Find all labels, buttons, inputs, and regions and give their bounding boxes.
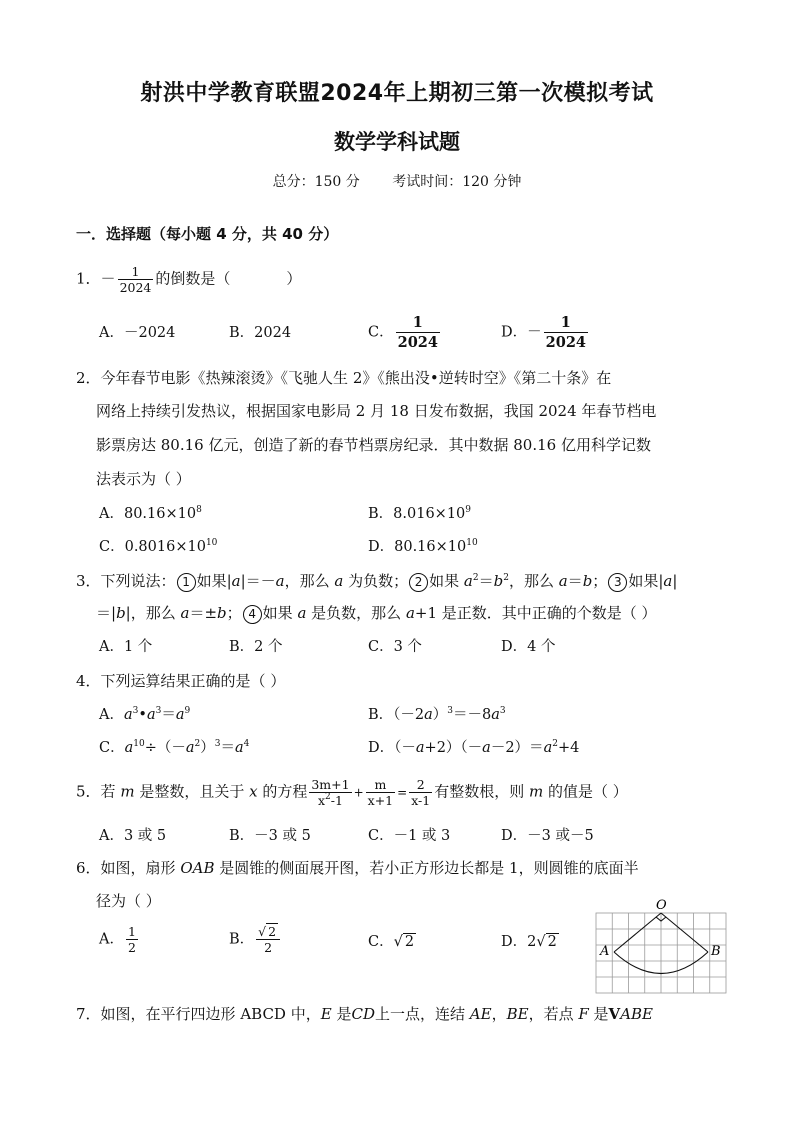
text: ＝± [189, 604, 218, 622]
variable: a [124, 740, 134, 756]
option-a: A．3 或 5 [99, 828, 167, 844]
text: 的值是（ ） [543, 782, 628, 801]
variable: b [116, 604, 126, 622]
variable: a [334, 572, 344, 590]
text: ） [200, 740, 215, 756]
question-3-line-1 [76, 571, 677, 592]
option-b: B．2 个 [229, 639, 283, 655]
option-label: C． [368, 934, 394, 950]
variable: OAB [180, 859, 215, 877]
variable: F [578, 1005, 589, 1023]
option-b [229, 924, 282, 955]
option-c: C．3 个 [368, 639, 422, 655]
text: ＝－8 [453, 707, 492, 723]
text: 的方程 [257, 782, 308, 801]
text: 上一点，连结 [374, 1005, 470, 1023]
text: ） [432, 707, 448, 723]
option-d: D．－3 或－5 [501, 828, 594, 844]
total-score: 总分：150 分 [272, 174, 360, 190]
option-label: A． [99, 707, 124, 723]
exponent: 3 [499, 706, 506, 716]
variable: b [493, 572, 504, 590]
question-text: 的倒数是（ [155, 269, 231, 288]
question-2-line-2: 网络上持续引发热议，根据国家电影局 2 月 18 日发布数据，我国 2024 年春节档电 [96, 402, 657, 420]
text: ＝ [161, 707, 176, 723]
variable: a [231, 572, 241, 590]
option-c [99, 738, 249, 758]
variable: a [482, 740, 491, 756]
circled-three-icon: 3 [608, 573, 627, 592]
fraction-denominator: x+1 [367, 793, 394, 808]
fraction-denominator: 2 [256, 939, 280, 955]
option-d [501, 932, 559, 952]
fraction-numerator: 1 [131, 264, 140, 279]
option-c [368, 313, 442, 352]
text: ； [592, 572, 608, 590]
text: ，那么 [284, 572, 335, 590]
option-c [99, 537, 217, 557]
option-a [99, 705, 190, 725]
variable: a [185, 740, 195, 756]
option-a [99, 504, 202, 524]
option-a: A．－2024 [99, 325, 176, 341]
option-b [368, 705, 506, 725]
variable: a [297, 604, 307, 622]
text: 为负数； [343, 572, 409, 590]
variable: a [663, 572, 673, 590]
text: x [317, 793, 326, 808]
question-6-line-1 [76, 858, 639, 878]
text: －2）＝ [490, 740, 544, 756]
triangle-icon: V [608, 1005, 621, 1023]
variable: b [217, 604, 227, 622]
option-b: B．－3 或 5 [229, 828, 311, 844]
question-text: ） [286, 269, 302, 288]
variable: a [463, 572, 473, 590]
variable: a [123, 707, 133, 723]
text: ，那么 [508, 572, 559, 590]
exponent: 9 [465, 505, 472, 515]
fraction [409, 777, 432, 808]
question-1 [76, 264, 301, 295]
text: 下列说法： [100, 572, 176, 590]
variable: BE [506, 1005, 529, 1023]
text: 是整数，且关于 [134, 782, 250, 801]
text: ， [491, 1005, 507, 1023]
option-label: B． [229, 931, 255, 948]
fraction-numerator: m [374, 777, 387, 792]
exam-time: 考试时间：120 分钟 [392, 174, 522, 190]
exponent: 2 [194, 739, 201, 749]
variable: a [180, 604, 190, 622]
sqrt-icon: √ [536, 934, 546, 950]
text: 是 [331, 1005, 352, 1023]
option-c: C．－1 或 3 [368, 828, 451, 844]
fraction-denominator: 2024 [397, 334, 438, 351]
text: +1 是正数．其中正确的个数是（ ） [414, 604, 657, 622]
variable: a [543, 740, 553, 756]
option-label: D．－ [501, 324, 542, 341]
exponent: 3 [155, 706, 162, 716]
text: |，那么 [125, 604, 181, 622]
section-heading: 一．选择题（每小题 4 分，共 40 分） [76, 225, 339, 243]
label-b: B [711, 944, 721, 959]
text: 如果 [262, 604, 298, 622]
variable: x [249, 782, 258, 801]
question-2-line-3: 影票房达 80.16 亿元，创造了新的春节档票房纪录．其中数据 80.16 亿用科学记数 [96, 436, 651, 454]
fraction [366, 777, 395, 808]
text: 如果| [196, 572, 232, 590]
text: • [138, 707, 147, 723]
option-text: D．80.16×10 [368, 539, 467, 555]
text: ＝ [567, 572, 583, 590]
fraction [126, 924, 138, 955]
text: + [353, 785, 364, 800]
question-7 [76, 1004, 653, 1024]
option-d [501, 313, 590, 352]
exponent: 10 [205, 538, 218, 548]
minus-sign: － [100, 269, 116, 288]
circled-two-icon: 2 [409, 573, 428, 592]
variable: CD [351, 1005, 375, 1023]
text: +4 [557, 740, 580, 756]
text: 是 [588, 1005, 609, 1023]
question-number: 5． [76, 782, 101, 801]
variable: a [275, 572, 285, 590]
circled-four-icon: 4 [243, 605, 262, 624]
fraction-denominator: x-1 [411, 793, 431, 808]
variable: a [405, 604, 415, 622]
exam-subtitle: 数学学科试题 [334, 130, 460, 154]
text: ； [226, 604, 242, 622]
exam-meta [0, 171, 794, 191]
fraction-numerator [256, 924, 280, 939]
exponent: 2 [503, 573, 509, 583]
text: = [397, 785, 408, 800]
variable: a [235, 740, 244, 756]
text: |＝－ [240, 572, 276, 590]
option-b: B．2024 [229, 325, 292, 341]
option-label: A． [99, 931, 124, 948]
exponent: 4 [243, 739, 250, 749]
fraction-numerator: 1 [560, 314, 571, 331]
sector-grid-figure [594, 895, 729, 995]
exponent: 2 [325, 792, 331, 802]
text: 有整数根，则 [434, 782, 529, 801]
exponent: 3 [447, 706, 454, 716]
option-text: A．80.16×10 [99, 506, 197, 522]
variable: E [320, 1005, 332, 1023]
text: 如果| [628, 572, 664, 590]
fraction [256, 924, 280, 955]
fraction-denominator: 2 [127, 940, 136, 955]
text: ＝| [96, 604, 117, 622]
variable: m [120, 782, 135, 801]
fraction [544, 313, 588, 352]
question-number: 3． [76, 572, 101, 590]
question-2-line-1: 2．今年春节电影《热辣滚烫》《飞驰人生 2》《熊出没•逆转时空》《第二十条》在 [76, 369, 612, 387]
question-number: 6． [76, 859, 101, 877]
variable: a [175, 707, 185, 723]
exponent: 10 [133, 739, 145, 749]
text: ÷（－ [144, 740, 186, 756]
sqrt-icon: √ [258, 924, 267, 939]
exponent: 2 [552, 739, 558, 749]
question-2-line-4: 法表示为（ ） [96, 470, 191, 488]
option-d [368, 738, 579, 758]
text: | [672, 572, 678, 590]
question-number: 1． [76, 269, 101, 288]
variable: a [146, 707, 156, 723]
variable: a [558, 572, 568, 590]
exponent: 3 [214, 739, 221, 749]
option-b [368, 504, 471, 524]
fraction-denominator: 2024 [119, 280, 152, 295]
fraction-denominator: 2024 [545, 334, 586, 351]
variable: m [529, 782, 544, 801]
exponent: 2 [472, 573, 479, 583]
text: ，若点 [528, 1005, 579, 1023]
text: +2）（－ [424, 740, 483, 756]
radicand: 2 [547, 934, 557, 950]
fraction [396, 313, 440, 352]
text: -1 [330, 793, 343, 808]
exponent: 8 [196, 505, 202, 515]
option-d: D．4 个 [501, 639, 556, 655]
text: 如图，在平行四边形 ABCD 中， [100, 1005, 321, 1023]
question-5 [76, 777, 628, 808]
option-label: C． [368, 324, 394, 341]
sqrt-icon: √ [393, 934, 403, 950]
text: 如图，扇形 [100, 859, 181, 877]
fraction-numerator: 3m+1 [311, 777, 350, 792]
exam-title: 射洪中学教育联盟2024年上期初三第一次模拟考试 [140, 81, 654, 106]
fraction-numerator: 2 [416, 777, 425, 792]
fraction-denominator [309, 792, 351, 808]
question-number: 7． [76, 1005, 101, 1023]
option-label: B．（－2 [368, 707, 425, 723]
fraction-numerator: 1 [412, 314, 423, 331]
circled-one-icon: 1 [177, 573, 196, 592]
radicand: 2 [404, 934, 415, 950]
variable: b [582, 572, 593, 590]
option-a [99, 924, 140, 955]
variable: a [491, 707, 500, 723]
exponent: 9 [184, 706, 191, 716]
question-4: 4．下列运算结果正确的是（ ） [76, 672, 286, 690]
text: ＝ [220, 740, 235, 756]
variable: a [424, 707, 433, 723]
label-a: A [600, 944, 610, 959]
option-label: D．2 [501, 934, 537, 950]
exponent: 3 [132, 706, 139, 716]
option-label: D．（－ [368, 740, 416, 756]
question-6-line-2: 径为（ ） [96, 892, 161, 910]
text: 若 [100, 782, 121, 801]
question-3-line-2 [96, 603, 657, 624]
variable: ABE [620, 1005, 653, 1023]
exponent: 10 [466, 538, 478, 548]
option-c [368, 932, 416, 952]
variable: AE [469, 1005, 492, 1023]
text: 是圆锥的侧面展开图，若小正方形边长都是 1，则圆锥的底面半 [214, 859, 639, 877]
text: ＝ [478, 572, 494, 590]
option-text: C．0.8016×10 [99, 539, 206, 555]
radicand: 2 [268, 924, 277, 939]
option-label: C． [99, 740, 125, 756]
fraction [309, 777, 351, 808]
option-text: B．8.016×10 [368, 506, 466, 522]
fraction [118, 264, 154, 295]
option-a: A．1 个 [99, 639, 153, 655]
fraction-numerator: 1 [127, 924, 136, 939]
text: 如果 [429, 572, 464, 590]
label-o: O [656, 898, 667, 913]
text: 是负数，那么 [306, 604, 406, 622]
option-d [368, 537, 478, 557]
variable: a [415, 740, 425, 756]
